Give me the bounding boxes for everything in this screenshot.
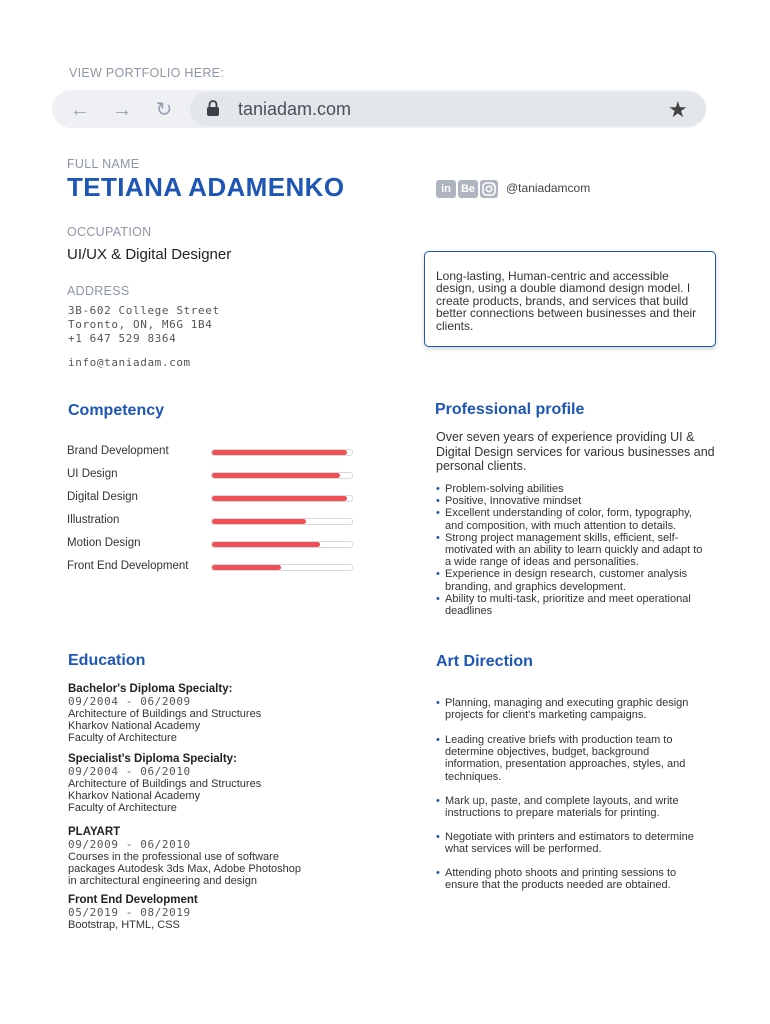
- competency-heading: Competency: [68, 402, 165, 419]
- full-name: TETIANA ADAMENKO: [67, 172, 345, 202]
- education-line: Kharkov National Academy: [68, 720, 201, 733]
- skill-bar-fill: [212, 565, 281, 570]
- art-direction-item: [436, 734, 701, 783]
- refresh-icon[interactable]: ↻: [155, 99, 173, 121]
- skill-bar: [211, 518, 353, 525]
- education-title: Front End Development: [68, 894, 198, 906]
- skill-bar-fill: [212, 496, 347, 501]
- occupation-label: OCCUPATION: [67, 225, 152, 239]
- education-line: packages Autodesk 3ds Max, Adobe Photoshop: [68, 863, 301, 876]
- skill-bar: [211, 541, 353, 548]
- education-line: Architecture of Buildings and Structures: [68, 778, 262, 790]
- skill-label: UI Design: [67, 468, 118, 480]
- education-line: Architecture of Buildings and Structures: [68, 708, 262, 720]
- education-entry: [68, 894, 368, 931]
- arrow-right-icon[interactable]: →: [112, 99, 132, 121]
- skill-bar-fill: [212, 450, 347, 455]
- summary-text: Long-lasting, Human-centric and accessible design, using a double diamond design model. I create products, brands, and services that build better connections between businesses and their clients.: [436, 269, 697, 333]
- education-heading: Education: [68, 652, 146, 669]
- profile-bullet: • Positive, Innovative mindset: [436, 495, 711, 507]
- address-line1: 3B-602 College Street: [68, 304, 220, 317]
- education-line: in architectural engineering and design: [68, 875, 257, 888]
- skill-bar: [211, 564, 353, 571]
- education-line: Bootstrap, HTML, CSS: [68, 919, 180, 931]
- instagram-icon[interactable]: [480, 180, 498, 198]
- art-direction-bullet: • Attending photo shoots and printing sessions to ensure that the products needed are obtained.: [436, 867, 701, 891]
- education-line: Courses in the professional use of software: [68, 851, 279, 863]
- skill-label: Illustration: [67, 514, 120, 526]
- education-dates: 05/2019 - 08/2019: [68, 906, 191, 919]
- education-title: PLAYART: [68, 826, 121, 838]
- skill-bar: [211, 495, 353, 502]
- address-line2: Toronto, ON, M6G 1B4: [68, 318, 213, 331]
- art-direction-item: [436, 697, 701, 721]
- phone: +1 647 529 8364: [68, 332, 177, 345]
- education-dates: 09/2004 - 06/2010: [68, 765, 191, 778]
- education-entry: [68, 683, 368, 745]
- arrow-left-icon[interactable]: ←: [70, 99, 90, 121]
- skill-bar-fill: [212, 473, 340, 478]
- education-line: Faculty of Architecture: [68, 802, 177, 815]
- skill-label: Digital Design: [67, 491, 138, 503]
- education-dates: 09/2009 - 06/2010: [68, 838, 191, 851]
- art-direction-bullet: • Planning, managing and executing graphic design projects for client's marketing campaigns.: [436, 697, 701, 721]
- art-direction-bullet: • Leading creative briefs with production team to determine objectives, budget, background information, presentation approaches, styles, and techniques.: [436, 734, 701, 783]
- url-text[interactable]: taniadam.com: [238, 99, 352, 119]
- linkedin-icon[interactable]: in: [436, 180, 456, 198]
- art-direction-item: [436, 867, 701, 891]
- education-title: Bachelor's Diploma Specialty:: [68, 683, 233, 695]
- portfolio-label: VIEW PORTFOLIO HERE:: [69, 66, 225, 80]
- lock-icon: [206, 100, 220, 116]
- education-line: Faculty of Architecture: [68, 732, 177, 745]
- skill-label: Front End Development: [67, 560, 189, 572]
- art-direction-item: [436, 795, 701, 819]
- education-entry: [68, 826, 368, 888]
- skill-bar: [211, 449, 353, 456]
- social-handle[interactable]: @taniadamcom: [506, 181, 591, 195]
- skill-label: Brand Development: [67, 445, 169, 457]
- full-name-label: FULL NAME: [67, 157, 140, 171]
- skill-bar-fill: [212, 542, 320, 547]
- profile-bullet: • Excellent understanding of color, form, typography, and composition, with much attention to details.: [436, 507, 711, 531]
- skill-label: Motion Design: [67, 537, 141, 549]
- profile-bullet: • Strong project management skills, efficient, self-motivated with an ability to learn quickly and adapt to a wide range of ideas and personalities.: [436, 532, 711, 569]
- education-title: Specialist's Diploma Specialty:: [68, 753, 237, 765]
- skill-bar-fill: [212, 519, 306, 524]
- email[interactable]: info@taniadam.com: [68, 356, 191, 369]
- art-direction-heading: Art Direction: [436, 653, 533, 670]
- education-entry: [68, 753, 368, 815]
- art-direction-bullet: • Mark up, paste, and complete layouts, and write instructions to prepare materials for printing.: [436, 795, 701, 819]
- art-direction-bullet: • Negotiate with printers and estimators to determine what services will be performed.: [436, 831, 701, 855]
- profile-bullets: [436, 483, 711, 617]
- profile-bullet: • Ability to multi-task, prioritize and meet operational deadlines: [436, 593, 711, 617]
- skill-bar: [211, 472, 353, 479]
- behance-icon[interactable]: Be: [458, 180, 478, 198]
- address-label: ADDRESS: [67, 284, 130, 298]
- summary-box: [424, 251, 716, 347]
- education-dates: 09/2004 - 06/2009: [68, 695, 191, 708]
- occupation-value: UI/UX & Digital Designer: [67, 246, 232, 263]
- star-icon[interactable]: ★: [668, 97, 688, 122]
- profile-heading: Professional profile: [435, 401, 585, 418]
- art-direction-item: [436, 831, 701, 855]
- profile-bullet: • Experience in design research, customer analysis branding, and graphics development.: [436, 568, 711, 592]
- profile-intro: Over seven years of experience providing UI & Digital Design services for various businesses and personal clients.: [436, 430, 715, 474]
- education-line: Kharkov National Academy: [68, 790, 201, 803]
- profile-bullet: • Problem-solving abilities: [436, 483, 711, 495]
